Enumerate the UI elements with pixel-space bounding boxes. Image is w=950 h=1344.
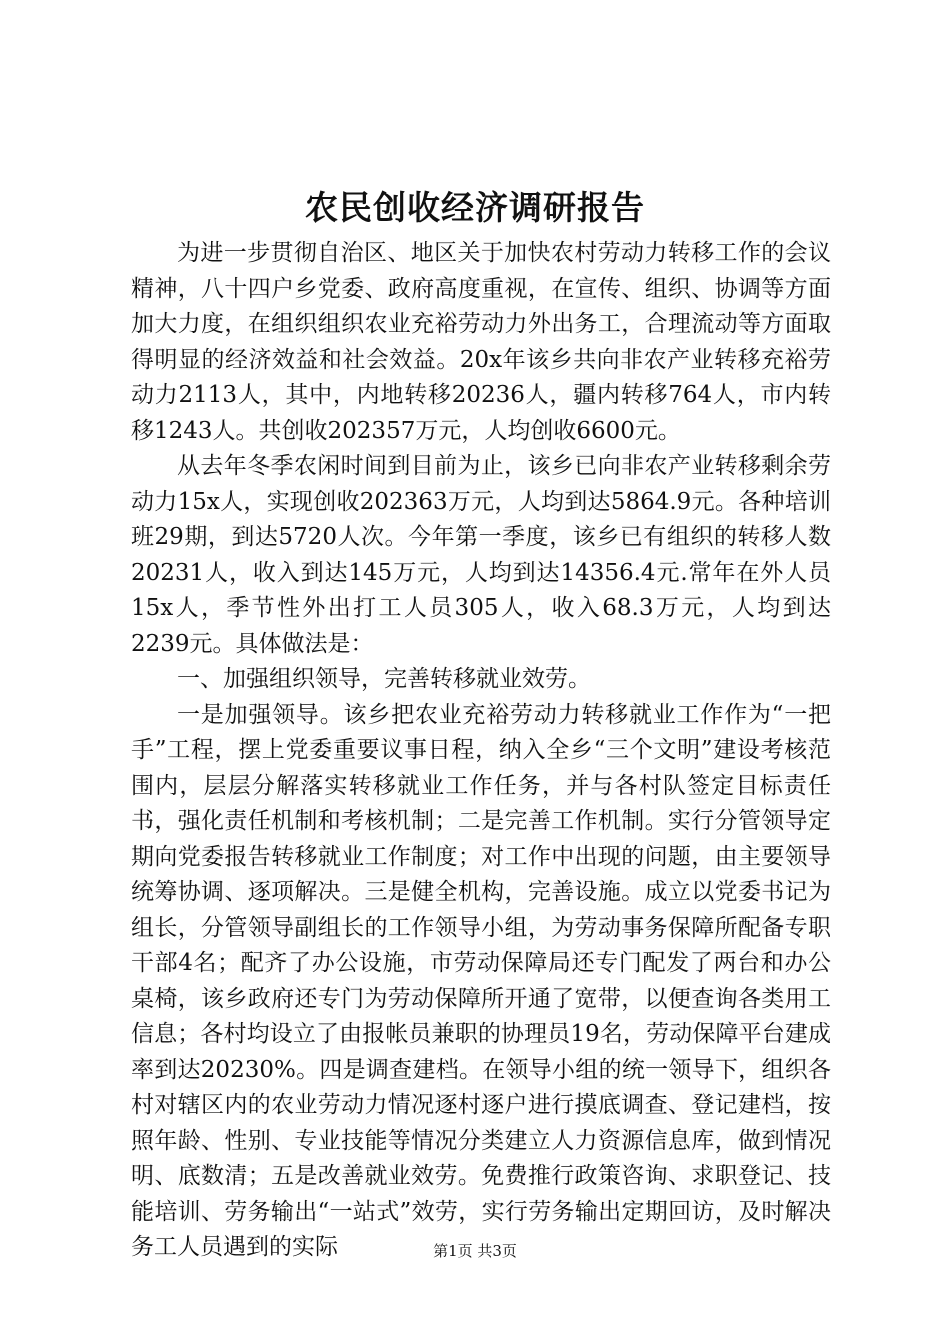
paragraph: 从去年冬季农闲时间到目前为止，该乡已向非农产业转移剩余劳动力15x人，实现创收202363万元，人均到达5864.9元。各种培训班29期，到达5720人次。今年第一季度，该乡已有组织的转移人数20231人，收入到达145万元，人均到达14356.4元.常年在外人员15x人，季节性外出打工人员305人，收入68.3万元，人均到达2239元。具体做法是：	[131, 453, 831, 657]
paragraph: 为进一步贯彻自治区、地区关于加快农村劳动力转移工作的会议精神，八十四户乡党委、政府高度重视，在宣传、组织、协调等方面加大力度，在组织组织农业充裕劳动力外出务工，合理流动等方面取得明显的经济效益和社会效益。20x年该乡共向非农产业转移充裕劳动力2113人，其中，内地转移20236人，疆内转移764人，市内转移1243人。共创收202357万元，人均创收6600元。	[131, 240, 831, 444]
page-footer: 第1页 共3页	[433, 1242, 517, 1260]
section-heading: 一、加强组织领导，完善转移就业效劳。	[177, 666, 591, 692]
paragraph: 一是加强领导。该乡把农业充裕劳动力转移就业工作作为“一把手”工程，摆上党委重要议事日程，纳入全乡“三个文明”建设考核范围内，层层分解落实转移就业工作任务，并与各村队签定目标责任书，强化责任机制和考核机制；二是完善工作机制。实行分管领导定期向党委报告转移就业工作制度；对工作中出现的问题，由主要领导统筹协调、逐项解决。三是健全机构，完善设施。成立以党委书记为组长，分管领导副组长的工作领导小组，为劳动事务保障所配备专职干部4名；配齐了办公设施，市劳动保障局还专门配发了两台和办公桌椅，该乡政府还专门为劳动保障所开通了宽带，以便查询各类用工信息；各村均设立了由报帐员兼职的协理员19名，劳动保障平台建成率到达20230%。四是调查建档。在领导小组的统一领导下，组织各村对辖区内的农业劳动力情况逐村逐户进行摸底调查、登记建档，按照年龄、性别、专业技能等情况分类建立人力资源信息库，做到情况明、底数清；五是改善就业效劳。免费推行政策咨询、求职登记、技能培训、劳务输出“一站式”效劳，实行劳务输出定期回访，及时解决务工人员遇到的实际	[131, 701, 831, 1260]
document-title: 农民创收经济调研报告	[305, 188, 645, 227]
document-body	[131, 236, 831, 1266]
